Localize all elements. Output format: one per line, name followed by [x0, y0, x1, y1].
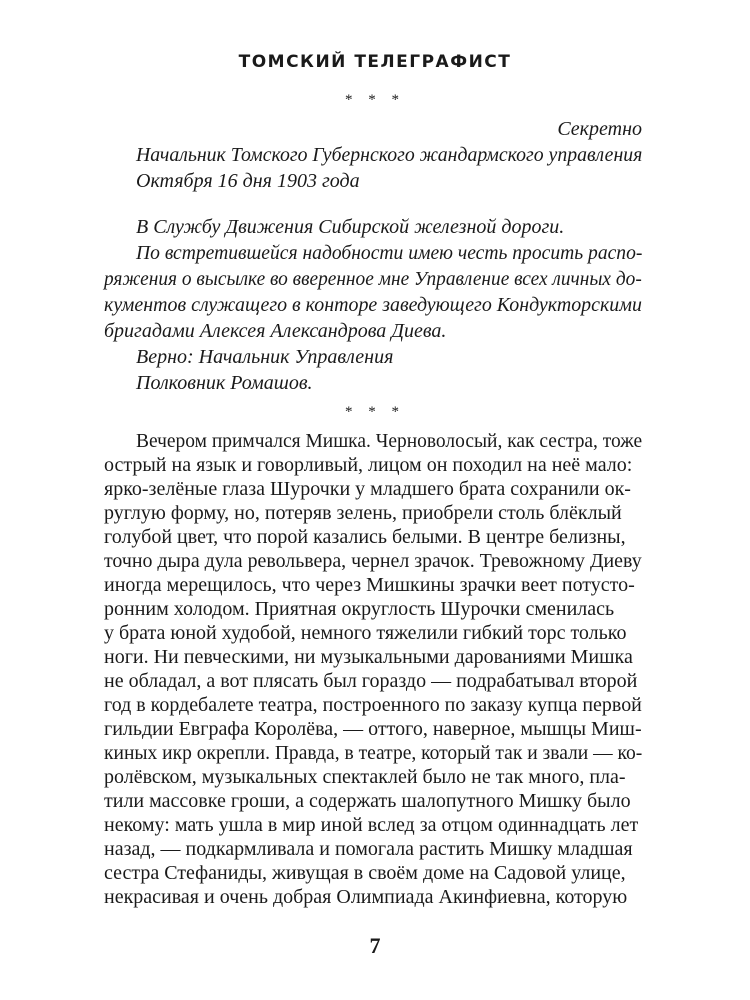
- document-signature-line: Полковник Ромашов.: [136, 372, 313, 394]
- paragraph-line: сестра Стефаниды, живущая в своём доме на Садовой улице,: [104, 862, 626, 884]
- paragraph-line: не обладал, а вот плясать был гораздо — подрабатывал второй: [104, 670, 638, 692]
- paragraph-line: у брата юной худобой, немного тяжелили гибкий торс только: [104, 622, 627, 644]
- paragraph-line: тили массовке гроши, а содержать шалопутного Мишку было: [104, 790, 631, 812]
- paragraph-line: руглую форму, но, потеряв зелень, приобрели столь блёклый: [104, 502, 622, 524]
- paragraph-line: ноги. Ни певческими, ни музыкальными дарованиями Мишка: [104, 646, 633, 668]
- paragraph-line: гильдии Евграфа Королёва, — оттого, наверное, мышцы Миш-: [104, 718, 642, 740]
- paragraph-line: голубой цвет, что порой казались белыми. В центре белизны,: [104, 526, 626, 548]
- document-signature-line: Верно: Начальник Управления: [136, 346, 394, 368]
- document-sender: Начальник Томского Губернского жандармского управления: [136, 144, 643, 166]
- paragraph-line: ролёвском, музыкальных спектаклей было не так много, пла-: [104, 766, 626, 788]
- document-body-line: бригадами Алексея Александрова Диева.: [104, 320, 447, 342]
- paragraph-line: острый на язык и говорливый, лицом он походил на неё мало:: [104, 454, 633, 476]
- paragraph-line: киных икр окрепли. Правда, в театре, который так и звали — ко-: [104, 742, 643, 764]
- section-separator: * * *: [345, 92, 405, 108]
- paragraph-line: год в кордебалете театра, построенного по заказу купца первой: [104, 694, 642, 716]
- document-body-line: По встретившейся надобности имею честь просить распо-: [136, 242, 643, 264]
- document-body-line: ряжения о высылке во вверенное мне Управление всех личных до-: [104, 268, 642, 290]
- page-number: 7: [369, 933, 381, 958]
- paragraph-line: ронним холодом. Приятная округлость Шурочки сменилась: [104, 598, 615, 620]
- document-mark: Секретно: [557, 118, 642, 140]
- document-body-line: кументов служащего в конторе заведующего Кондукторскими: [104, 294, 642, 316]
- running-head: ТОМСКИЙ ТЕЛЕГРАФИСТ: [238, 52, 512, 72]
- section-separator: * * *: [345, 404, 405, 420]
- paragraph-line: некому: мать ушла в мир иной вслед за отцом одиннадцать лет: [104, 814, 639, 836]
- paragraph-line: иногда мерещилось, что через Мишкины зрачки веет потусто-: [104, 574, 635, 596]
- paragraph-line: назад, — подкармливала и помогала растить Мишку младшая: [104, 838, 633, 860]
- paragraph-line: ярко-зелёные глаза Шурочки у младшего брата сохранили ок-: [104, 478, 631, 500]
- paragraph-line: точно дыра дула револьвера, чернел зрачок. Тревожному Диеву: [104, 550, 642, 572]
- paragraph-line: Вечером примчался Мишка. Черноволосый, как сестра, тоже: [136, 430, 643, 452]
- document-date: Октября 16 дня 1903 года: [136, 170, 360, 192]
- paragraph-line: некрасивая и очень добрая Олимпиада Акинфиевна, которую: [104, 886, 628, 908]
- document-address: В Службу Движения Сибирской железной дороги.: [136, 216, 565, 238]
